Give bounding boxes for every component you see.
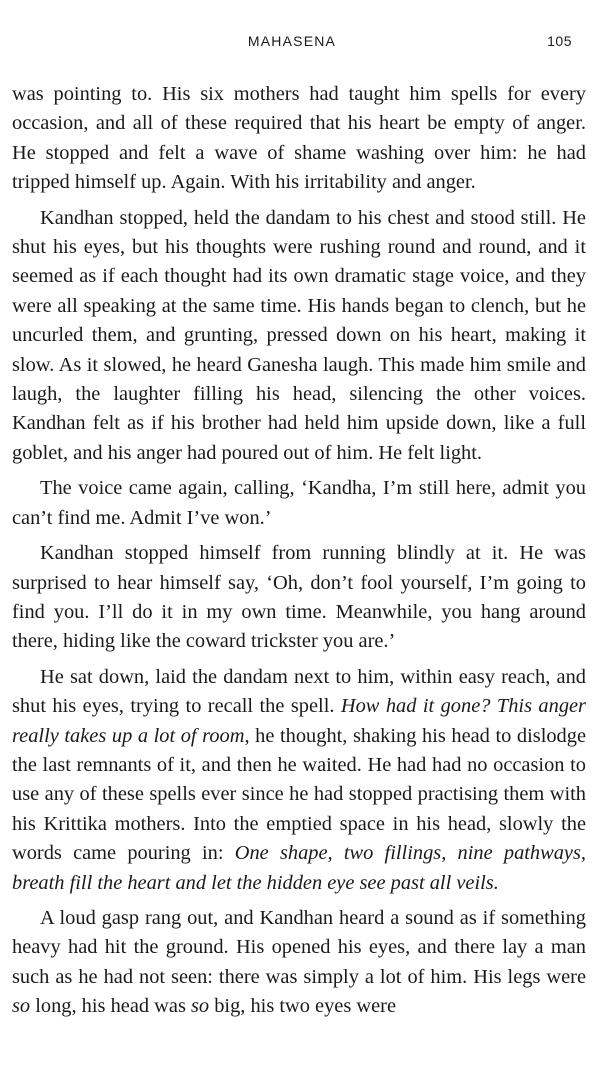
paragraph [12,204,586,469]
italic-text-run: so [12,995,31,1018]
text-run: A loud gasp rang out, and Kandhan heard a sound as if something heavy had hit the ground. His opened his eyes, and there lay a man such as he had not seen: there was simply a lot of him. His legs were [12,906,586,988]
text-run: He sat down, laid the dandam next to him, within easy reach, and shut his eyes, trying to recall the spell. [12,665,586,718]
italic-text-run: so [190,995,210,1018]
text-run: Kandhan stopped, held the dandam to his chest and stood still. He shut his eyes, but his thoughts were rushing round and round, and it seemed as if each thought had its own dramatic stage voice, and they were all speaking at the same time. His hands began to clench, but he uncurled them, and grunting, pressed down on his heart, making it slow. As it slowed, he heard Ganesha laugh. This made him smile and laugh, the laughter filling his head, silencing the other voices. Kandhan felt as if his brother had held him upside down, like a full goblet, and his anger had poured out of him. He felt light. [12,206,586,464]
text-run: Kandhan stopped himself from running blindly at it. He was surprised to hear himself say, ‘Oh, don’t fool yourself, I’m going to find you. I’ll do it in my own time. Meanwhile, you hang around there, hiding like the coward trickster you are.’ [12,542,586,653]
paragraph [12,474,586,533]
text-run: was pointing to. His six mothers had taught him spells for every occasion, and all of these required that his heart be empty of anger. He stopped and felt a wave of shame washing over him: he had tripped himself up. Again. With his irritability and anger. [12,83,586,194]
body-text [12,80,586,1022]
text-run: The voice came again, calling, ‘Kandha, I’m still here, admit you can’t find me. Admit I’ve won.’ [12,477,586,529]
italic-text-run: One shape, two fillings, nine pathways, breath fill the heart and let the hidden eye see past all veils. [12,842,587,894]
italic-text-run: How had it gone? This anger really takes up a lot of room [12,695,586,747]
text-run: big, his two eyes were [209,995,396,1018]
running-header [12,33,572,53]
paragraph [12,904,586,1022]
page-number: 105 [547,33,572,49]
running-title: MAHASENA [247,33,337,49]
text-run: , he thought, shaking his head to dislodge the last remnants of it, and then he waited. He had had no occasion to use any of these spells ever since he had stopped practising them with his Krittika mothers. Into the emptied space in his head, slowly the words came pouring in: [12,724,586,865]
paragraph [12,80,586,198]
text-run: long, his head was [30,995,191,1018]
paragraph [12,663,586,898]
paragraph [12,539,586,657]
